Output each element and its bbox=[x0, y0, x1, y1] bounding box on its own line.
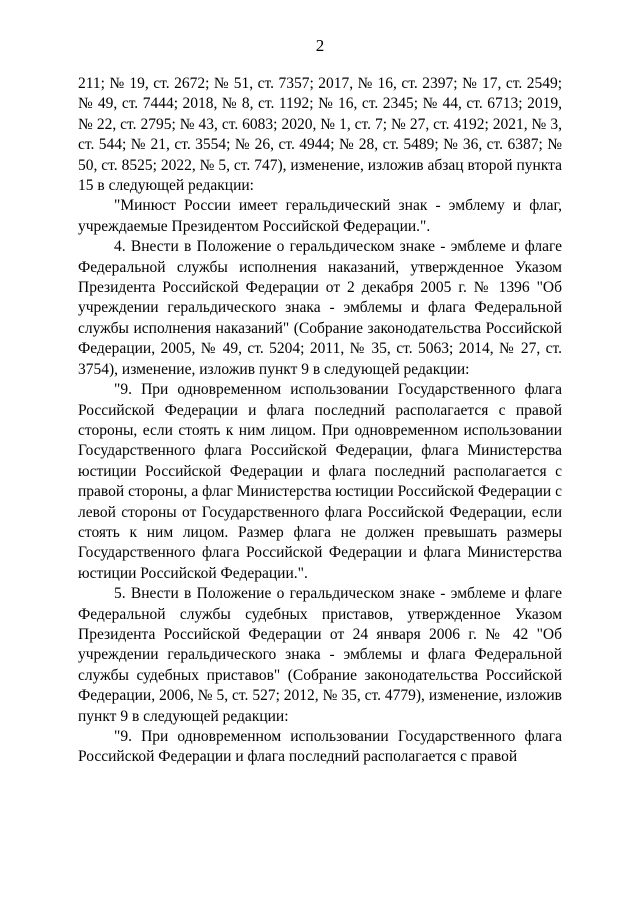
paragraph-item-5: 5. Внести в Положение о геральдическом знаке - эмблеме и флаге Федеральной службы судебных приставов, утвержденное Указом Президента Российской Федерации от 24 января 2006 г. № 42 "Об учреждении геральдического знака - эмблемы и флага Федеральной службы судебных приставов" (Собрание законодательства Российской Федерации, 2006, № 5, ст. 527; 2012, № 35, ст. 4779), изменение, изложив пункт 9 в следующей редакции: bbox=[78, 585, 562, 725]
paragraph-item-5-quote: "9. При одновременном использовании Государственного флага Российской Федерации и флага последний располагается с правой bbox=[78, 728, 562, 766]
paragraph-sources-continuation: 211; № 19, ст. 2672; № 51, ст. 7357; 2017, № 16, ст. 2397; № 17, ст. 2549; № 49, ст. 7444; 2018, № 8, ст. 1192; № 16, ст. 2345; № 44, ст. 6713; 2019, № 22, ст. 2795; № 43, ст. 6083; 2020, № 1, ст. 7; № 27, ст. 4192; 2021, № 3, ст. 544; № 21, ст. 3554; № 26, ст. 4944; № 28, ст. 5489; № 36, ст. 6387; № 50, ст. 8525; 2022, № 5, ст. 747), изменение, изложив абзац второй пункта 15 в следующей редакции: bbox=[78, 75, 562, 195]
page-number: 2 bbox=[315, 36, 325, 55]
document-body bbox=[78, 74, 562, 768]
paragraph-item-4-quote: "9. При одновременном использовании Государственного флага Российской Федерации и флага последний располагается с правой стороны, если стоять к ним лицом. При одновременном использовании Государственного флага Российской Федерации, флага Министерства юстиции Российской Федерации и флага последний располагается с правой стороны, а флаг Министерства юстиции Российской Федерации с левой стороны от Государственного флага Российской Федерации, если стоять к ним лицом. Размер флага не должен превышать размеры Государственного флага Российской Федерации и флага Министерства юстиции Российской Федерации.". bbox=[78, 381, 562, 582]
paragraph-minjust-quote: "Минюст России имеет геральдический знак - эмблему и флаг, учреждаемые Президентом Российской Федерации.". bbox=[78, 197, 562, 235]
paragraph-item-4: 4. Внести в Положение о геральдическом знаке - эмблеме и флаге Федеральной службы исполнения наказаний, утвержденное Указом Президента Российской Федерации от 2 декабря 2005 г. № 1396 "Об учреждении геральдического знака - эмблемы и флага Федеральной службы исполнения наказаний" (Собрание законодательства Российской Федерации, 2005, № 49, ст. 5204; 2011, № 35, ст. 5063; 2014, № 27, ст. 3754), изменение, изложив пункт 9 в следующей редакции: bbox=[78, 238, 562, 378]
